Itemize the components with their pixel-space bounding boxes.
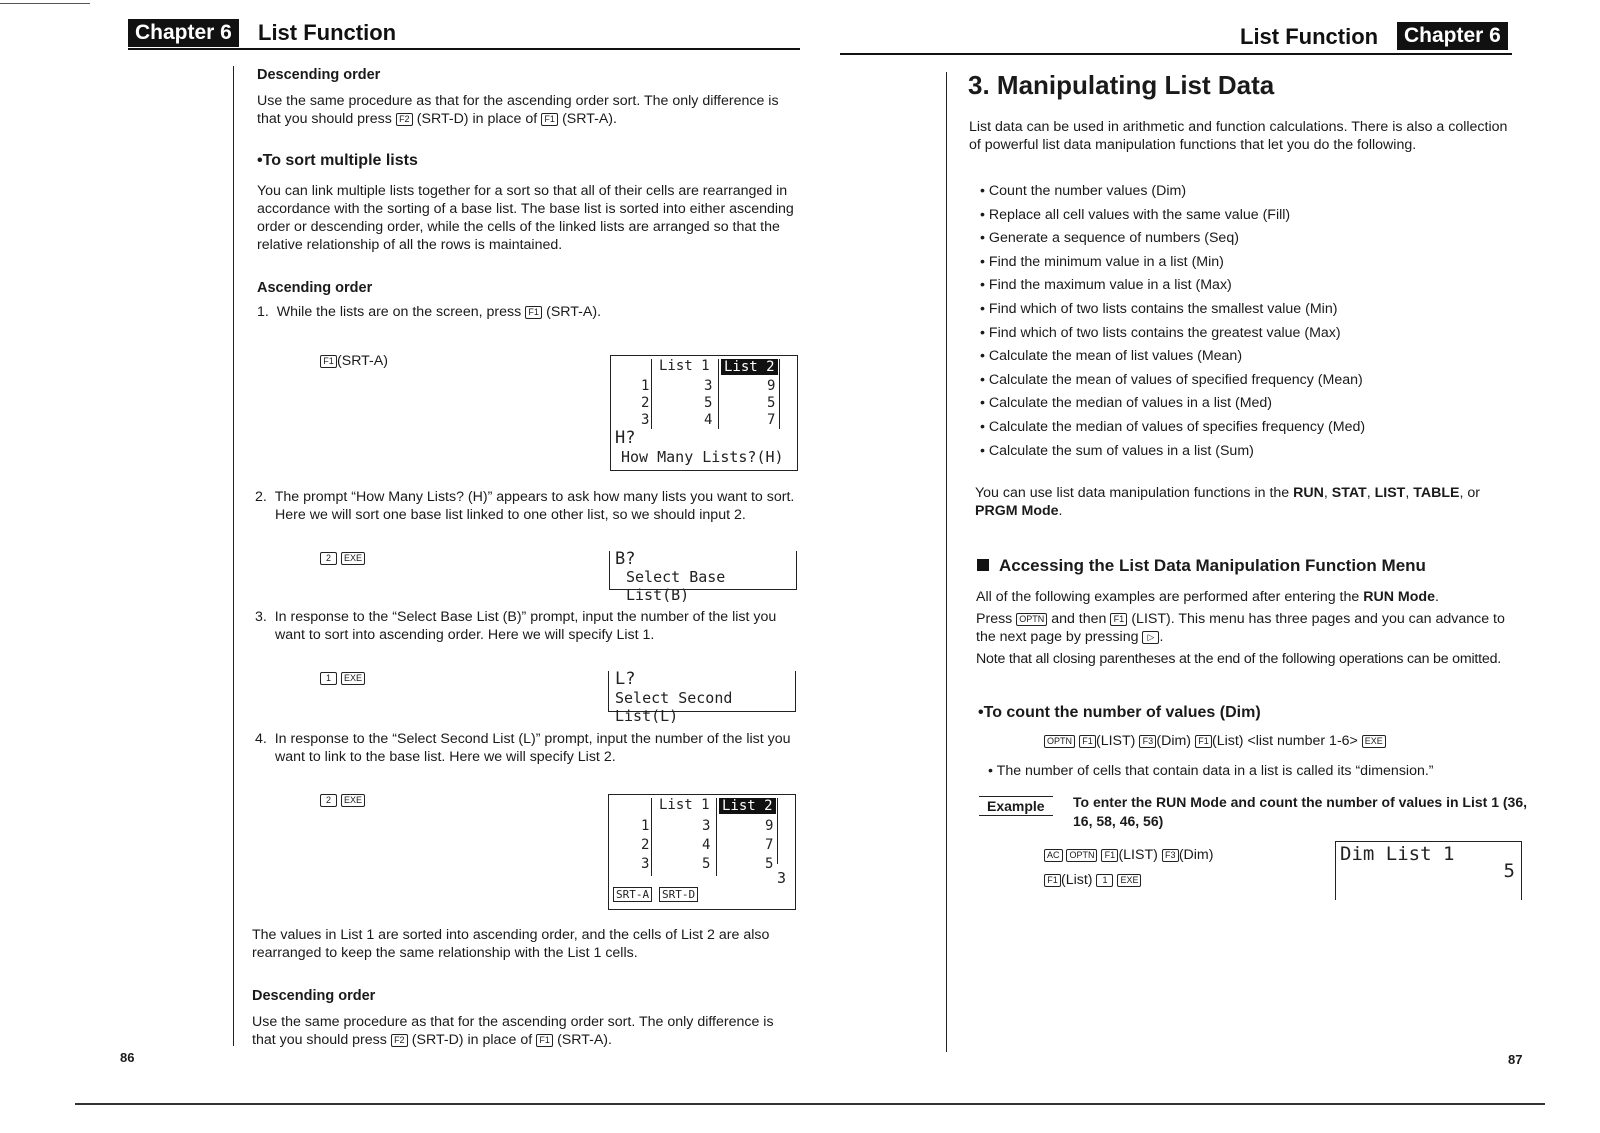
modes-paragraph: You can use list data manipulation functions in the RUN, STAT, LIST, TABLE, or PRGM Mode. (975, 485, 1480, 519)
step3-keystrokes (320, 669, 365, 687)
exe-key: EXE (1362, 735, 1386, 748)
optn-key: OPTN (1016, 613, 1047, 626)
descending-text-bottom: Use the same procedure as that for the ascending order sort. The only difference is that you should press F2 (SRT-D) in place of F1 (SRT-A). (252, 1014, 774, 1048)
f1-key: F1 (536, 1034, 553, 1047)
f1-key: F1 (1044, 874, 1061, 887)
f1-key: F1 (1101, 849, 1118, 862)
f1-key: F1 (1079, 735, 1096, 748)
optn-key: OPTN (1044, 735, 1075, 748)
sort-multiple-text: You can link multiple lists together for a sort so that all of their cells are rearranged in accordance with the sorting of a base list. The base list is sorted into either ascending order or descending order, while the cells of the linked lists are arranged so that the relative relationship of all the rows is maintained. (257, 183, 794, 253)
list-item: • Calculate the median of values of specifies frequency (Med) (980, 416, 1500, 440)
list-item: • Count the number values (Dim) (980, 180, 1500, 204)
f1-key: F1 (1110, 613, 1127, 626)
srt-a-softkey: SRT-A (613, 887, 652, 902)
example-tag: Example (979, 796, 1053, 816)
list-item: • Find which of two lists contains the smallest value (Min) (980, 298, 1500, 322)
digit-1-key: 1 (1096, 874, 1113, 887)
list-item: • Find the minimum value in a list (Min) (980, 251, 1500, 275)
step4-keystrokes (320, 791, 365, 809)
result-text: The values in List 1 are sorted into ascending order, and the cells of List 2 are also rearranged to keep the same relationship with the List 1 cells. (252, 927, 770, 961)
step1-keystrokes: F1 (SRT-A) (320, 352, 388, 370)
optn-key: OPTN (1066, 849, 1097, 862)
exe-key: EXE (341, 672, 365, 685)
screen1-message: How Many Lists?(H) (621, 448, 784, 466)
screen1-prompt: H? (615, 428, 636, 448)
descending-heading-top: Descending order (257, 67, 381, 83)
step2-keystrokes (320, 549, 365, 567)
feature-list (980, 180, 1500, 463)
left-running-title: List Function (258, 20, 397, 45)
left-page-number: 86 (120, 1050, 135, 1065)
dim-result: 5 (1503, 860, 1515, 882)
f1-key: F1 (320, 355, 337, 368)
f1-key: F1 (1195, 735, 1212, 748)
calculator-screen-4: List 1 List 2 1 2 3 3 4 5 9 7 5 3 SRT-A SRT-D (608, 794, 796, 910)
step-1: 1. While the lists are on the screen, press F1 (SRT-A). (257, 304, 602, 320)
step-2: 2. The prompt “How Many Lists? (H)” appears to ask how many lists you want to sort. Here we will sort one base list linked to one other list, so we should input 2. (255, 489, 795, 523)
f2-key: F2 (391, 1034, 408, 1047)
digit-2-key: 2 (320, 552, 337, 565)
scan-edge-line (0, 3, 90, 4)
left-margin-rule (233, 66, 234, 1046)
calculator-screen-1: List 1 List 2 1 2 3 3 5 4 9 5 7 H? How Many Lists?(H) (610, 355, 798, 471)
left-chapter-badge: Chapter 6 (128, 19, 239, 47)
calculator-screen-2: B? Select Base List(B) (609, 551, 797, 590)
right-page-number: 87 (1508, 1052, 1523, 1067)
exe-key: EXE (341, 794, 365, 807)
right-running-title: List Function (1240, 24, 1379, 49)
dim-syntax: OPTN F1 (LIST) F3 (Dim) F1 (List) <list number 1-6> EXE (1044, 732, 1386, 750)
list-item: • Find the maximum value in a list (Max) (980, 274, 1500, 298)
f3-key: F3 (1162, 849, 1179, 862)
list-item: • Calculate the median of values in a list (Med) (980, 392, 1500, 416)
right-intro: List data can be used in arithmetic and function calculations. There is also a collection of powerful list data manipulation functions that let you do the following. (969, 119, 1508, 153)
square-bullet-icon (977, 559, 989, 571)
dim-note: • The number of cells that contain data in a list is called its “dimension.” (988, 763, 1434, 779)
left-header-rule (128, 48, 800, 50)
page-bottom-rule (75, 1103, 1545, 1105)
right-header-rule (840, 53, 1512, 55)
access-paragraphs: All of the following examples are performed after entering the RUN Mode. Press OPTN and then F1 (LIST). This menu has three pages and you can advance to the next page by pressing ▷ . Note that all closing parentheses at the end of the following operations can be omitted. (976, 589, 1505, 667)
ascending-heading: Ascending order (257, 280, 373, 296)
descending-text-top: Use the same procedure as that for the ascending order sort. The only difference is that you should press F2 (SRT-D) in place of F1 (SRT-A). (257, 93, 779, 127)
calculator-screen-dim (1335, 841, 1522, 900)
digit-2-key: 2 (320, 794, 337, 807)
list-item: • Generate a sequence of numbers (Seq) (980, 227, 1500, 251)
descending-heading-bottom: Descending order (252, 988, 376, 1004)
f1-key: F1 (541, 113, 558, 126)
list-item: • Calculate the mean of list values (Mean) (980, 345, 1500, 369)
right-margin-rule (946, 72, 947, 1052)
list-item: • Replace all cell values with the same value (Fill) (980, 204, 1500, 228)
left-bottom-column (252, 926, 800, 1049)
section-title: 3. Manipulating List Data (968, 70, 1275, 100)
example-text: To enter the RUN Mode and count the number of values in List 1 (36, 16, 58, 46, 56) (1073, 794, 1528, 829)
list-item: • Find which of two lists contains the greatest value (Max) (980, 322, 1500, 346)
srt-d-softkey: SRT-D (659, 887, 698, 902)
step-4: 4. In response to the “Select Second List (L)” prompt, input the number of the list you want to link to the base list. Here we will specify List 2. (255, 731, 791, 765)
exe-key: EXE (1117, 874, 1141, 887)
sort-multiple-heading: •To sort multiple lists (257, 152, 418, 169)
left-column (257, 66, 802, 321)
dim-expression: Dim List 1 (1340, 843, 1455, 865)
right-arrow-key: ▷ (1142, 631, 1159, 644)
step-3: 3. In response to the “Select Base List (B)” prompt, input the number of the list you want to sort into ascending order. Here we will specify List 1. (255, 609, 777, 643)
list-item: • Calculate the mean of values of specified frequency (Mean) (980, 369, 1500, 393)
example-keystrokes-1: AC OPTN F1 (LIST) F3 (Dim) (1044, 846, 1213, 864)
dim-heading: •To count the number of values (Dim) (978, 704, 1261, 721)
example-keystrokes-2: F1 (List) 1 EXE (1044, 871, 1141, 889)
ac-key: AC (1044, 849, 1063, 862)
access-heading: Accessing the List Data Manipulation Function Menu (977, 556, 1426, 576)
f2-key: F2 (396, 113, 413, 126)
digit-1-key: 1 (320, 672, 337, 685)
calculator-screen-3: L? Select Second List(L) (608, 671, 796, 712)
right-chapter-badge: Chapter 6 (1397, 22, 1508, 50)
f1-key: F1 (525, 306, 542, 319)
f3-key: F3 (1139, 735, 1156, 748)
exe-key: EXE (341, 552, 365, 565)
list-item: • Calculate the sum of values in a list (Sum) (980, 440, 1500, 464)
